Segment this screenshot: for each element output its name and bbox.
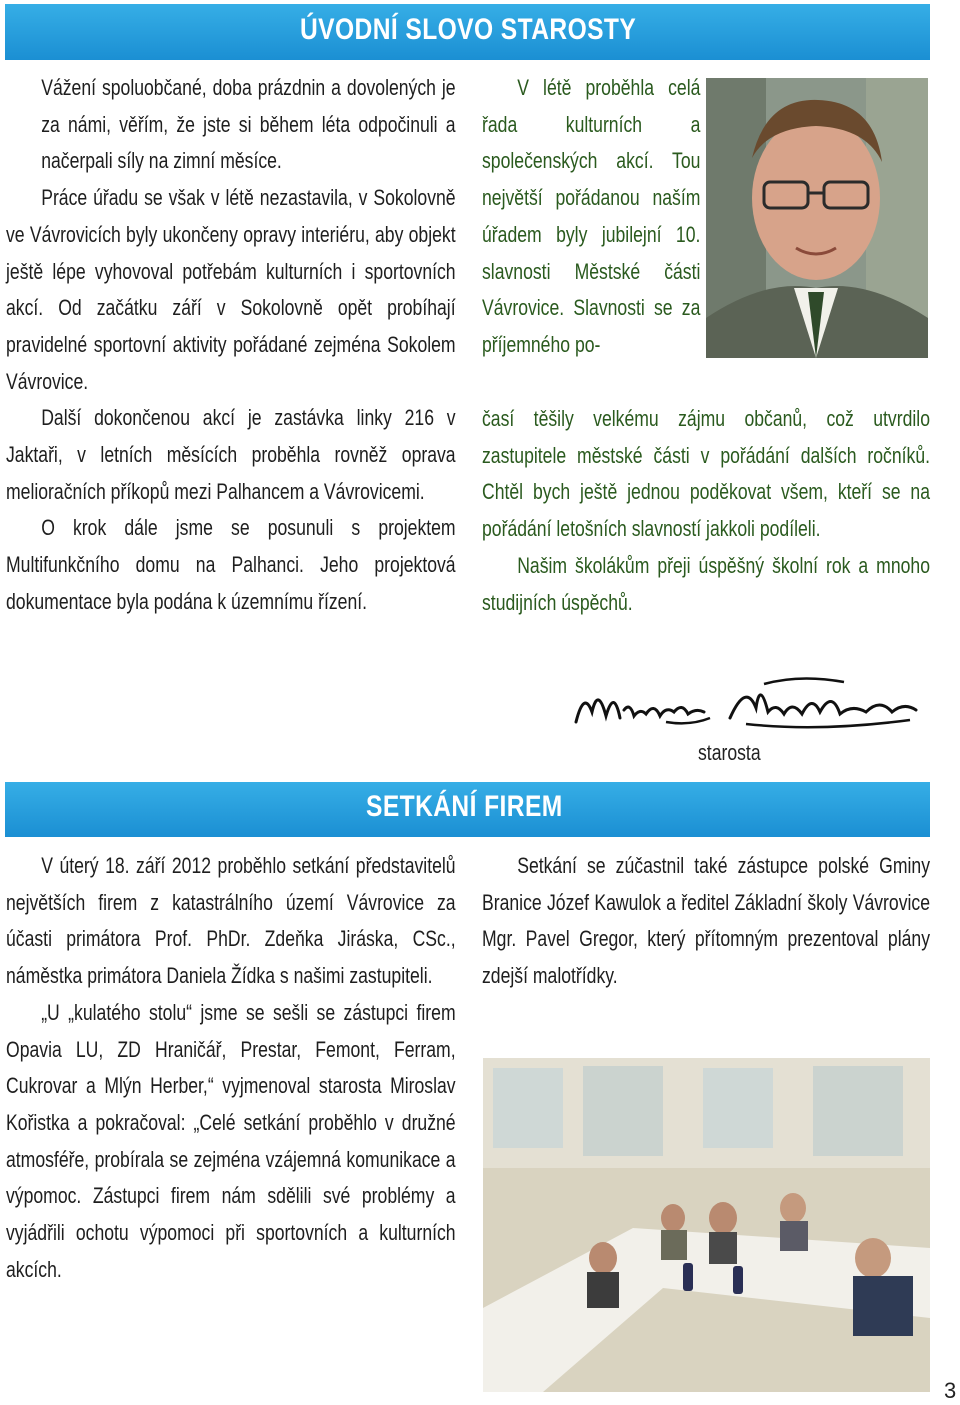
firms-paragraph-2: „U „kulatého stolu“ jsme se sešli se zástupci firem Opavia LU, ZD Hraničář, Prestar, Femont, Ferram, Cukrovar a Mlýn Herber,“ vyjmenoval starosta Miroslav Kořistka a pokračoval: „Celé setkání proběhlo v družné atmosféře, probírala se zejména vzájemná komunikace a výpomoc. Zástupci firem nám sdělili své problémy a vyjádřili ochotu výpomoci při sportovních a kulturních akcích. (6, 999, 456, 1282)
meeting-photo (483, 1058, 930, 1392)
firms-text-column (6, 848, 456, 1288)
right-paragraph-2: Našim školákům přeji úspěšný školní rok a mnoho studijních úspěchů. (482, 552, 930, 615)
right-column-text (482, 70, 700, 364)
signature-caption: starosta (698, 740, 761, 765)
firms-right-column (482, 848, 930, 995)
mayor-signature (570, 672, 930, 740)
page-number: 3 (944, 1378, 957, 1403)
signature-image (570, 672, 930, 740)
firms-paragraph-3: Setkání se zúčastnil také zástupce polské Gminy Branice Józef Kawulok a ředitel Základní školy Vávrovice Mgr. Pavel Gregor, který přítomným prezentoval plány zdejší malotřídky. (482, 853, 930, 989)
intro-paragraph-1: Vážení spoluobčané, doba prázdnin a dovolených je za námi, věřím, že jste si během léta odpočinuli a načerpali síly na zimní měsíce. (41, 75, 456, 174)
page-title: ÚVODNÍ SLOVO STAROSTY (300, 13, 637, 46)
intro-paragraph-4: O krok dále jsme se posunuli s projektem Multifunkčního domu na Palhanci. Jeho projektová dokumentace byla podána k územnímu řízení. (6, 515, 456, 614)
firms-paragraph-1: V úterý 18. září 2012 proběhlo setkání představitelů největších firem z katastrálního území Vávrovice za účasti primátora Prof. PhDr. Zdeňka Jiráska, CSc., náměstka primátora Daniela Žídka s našimi zastupiteli. (6, 853, 456, 989)
portrait-image (706, 78, 928, 358)
right-paragraph-1: V létě proběhla celá řada kulturních a společenských akcí. Tou největší pořádanou naším úřadem byly jubilejní 10. slavnosti Městské části Vávrovice. Slavnosti se za příjemného po- (482, 75, 701, 357)
intro-paragraph-2: Práce úřadu se však v létě nezastavila, v Sokolovně ve Vávrovicích byly ukončeny opravy interiéru, aby objekt ještě lépe vyhovoval potřebám kulturních i sportovních akcí. Od začátku září v Sokolovně opět probíhají pravidelné sportovní aktivity pořádané zejména Sokolem Vávrovice. (6, 185, 456, 394)
section-title: SETKÁNÍ FIREM (366, 790, 563, 823)
intro-text-column (6, 70, 456, 621)
right-paragraph-1-cont: časí těšily velkému zájmu občanů, což utvrdilo zastupitele městské části v pořádání dalších ročníků. Chtěl bych ještě jednou poděkovat všem, kteří se na pořádání letošních slavností jakkoli podíleli. (482, 406, 930, 542)
right-column-continuation (482, 401, 930, 621)
meeting-image (483, 1058, 930, 1392)
intro-paragraph-3: Další dokončenou akcí je zastávka linky 216 v Jaktaři, v letních měsících proběhla rovněž oprava melioračních příkopů mezi Palhancem a Vávrovicemi. (6, 405, 456, 504)
mayor-portrait-photo (706, 78, 928, 358)
